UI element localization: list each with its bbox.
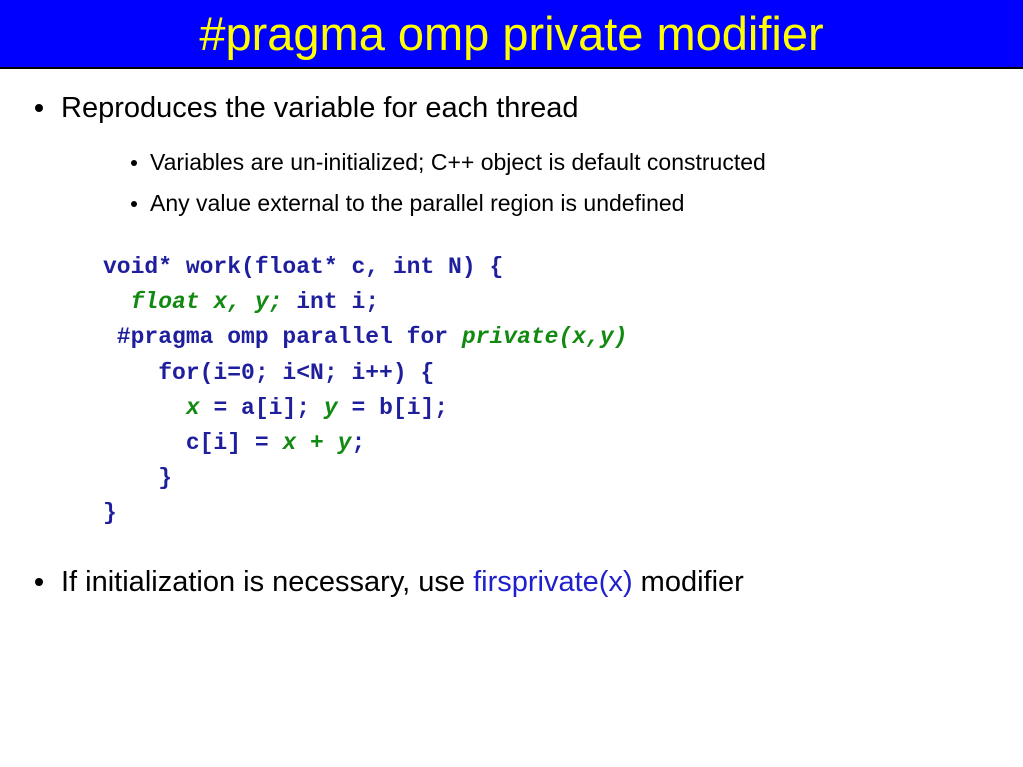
code-text: c[i] =	[103, 429, 283, 456]
code-text: = a[i];	[199, 394, 324, 421]
code-line	[103, 391, 628, 426]
code-highlight: x + y	[282, 429, 352, 456]
code-text	[103, 395, 186, 421]
bullet-text	[61, 566, 744, 599]
code-line	[103, 250, 628, 285]
code-line	[103, 285, 628, 320]
sub-bullet-text: Any value external to the parallel region is undefined	[150, 190, 685, 216]
sub-bullet-item	[131, 149, 766, 176]
code-text: int i;	[282, 289, 380, 316]
slide-title: #pragma omp private modifier	[199, 7, 824, 60]
code-line	[103, 356, 628, 391]
code-highlight: y	[323, 394, 338, 421]
code-text: for(i=0; i<N; i++) {	[103, 359, 435, 386]
code-text	[103, 289, 131, 315]
code-line	[103, 461, 628, 496]
bullet-text-suffix: modifier	[632, 566, 744, 598]
bullet-dot-icon	[35, 104, 43, 112]
code-text: ;	[351, 429, 366, 456]
modifier-keyword: firsprivate(x)	[473, 566, 633, 598]
bullet-item	[35, 92, 578, 125]
sub-bullet-text: Variables are un-initialized; C++ object is default constructed	[150, 149, 766, 175]
code-text: void* work(float* c, int N) {	[103, 254, 504, 280]
code-block	[103, 250, 628, 532]
code-highlight: x	[185, 394, 200, 421]
code-line	[103, 320, 628, 355]
bullet-text: Reproduces the variable for each thread	[61, 92, 579, 124]
code-line	[103, 426, 628, 461]
code-text: }	[103, 500, 117, 527]
code-text: #pragma omp parallel for	[103, 324, 462, 351]
code-highlight: float x, y;	[130, 289, 283, 316]
code-text: }	[103, 465, 173, 492]
code-highlight: private(x,y)	[461, 324, 628, 351]
code-line	[103, 496, 628, 531]
bullet-item	[35, 566, 744, 599]
sub-bullet-item	[131, 190, 684, 217]
bullet-dot-icon	[131, 160, 137, 166]
title-bar	[0, 0, 1023, 69]
bullet-dot-icon	[35, 578, 43, 586]
code-text: = b[i];	[337, 394, 449, 421]
bullet-text-prefix: If initialization is necessary, use	[61, 566, 474, 598]
bullet-dot-icon	[131, 201, 137, 207]
